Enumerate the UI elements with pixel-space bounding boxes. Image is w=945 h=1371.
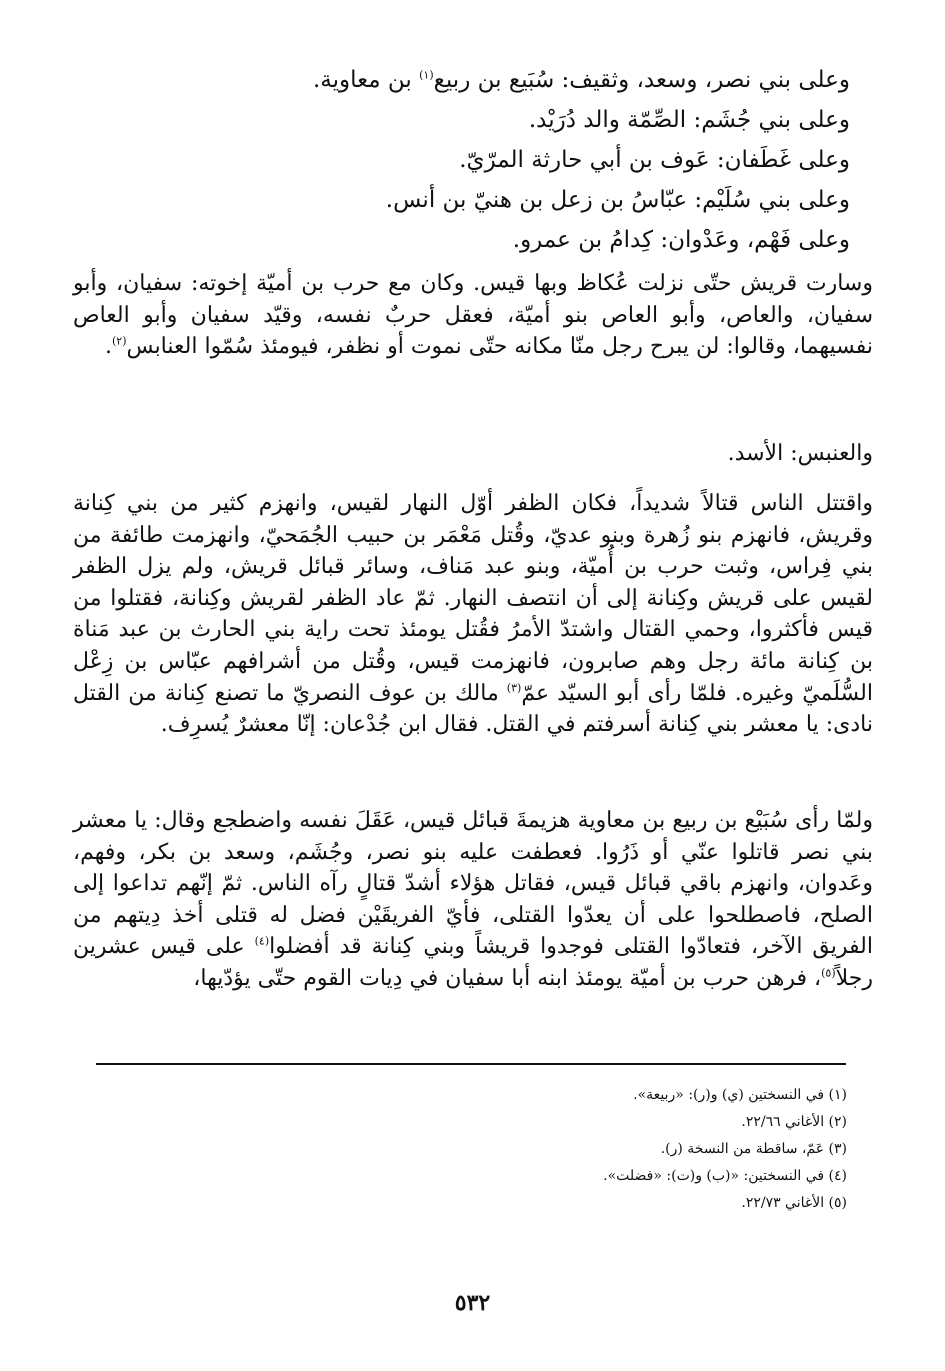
tribe-leaders-list	[90, 60, 850, 260]
footnote-marker: (١)	[419, 68, 434, 82]
tribe-line: وعلى فَهْم، وعَدْوان: كِدامُ بن عمرو.	[512, 227, 850, 253]
tribe-line-text: وعلى بني نصر، وسعد، وثقيف: سُبَيع بن ربيع	[433, 67, 850, 93]
paragraph-text: ولمّا رأى سُبَيْع بن ربيع بن معاوية هزيمةَ قبائل قيس، عَقَلَ نفسه واضطجع وقال: يا معشر بني نصر قاتلوا عنّي أو ذَرُوا. فعطفت عليه بنو نصر، وجُشَم، وسعد بن بكر، وفهم، وعَدوان، وانهزم باقي قبائل قيس، فقاتل هؤلاء أشدّ قتالٍ رآه الناس. ثمّ إنّهم تداعوا إلى الصلح، فاصطلحوا على أن يعدّوا القتلى، فأيّ الفريقَيْن فضل له قتلى أخذ دِيتهم من الفريق الآخر، فتعادّوا القتلى فوجدوا قريشاً وبني كِنانة قد أفضلوا	[73, 808, 873, 960]
footnote-marker: (٥)	[821, 966, 836, 980]
paragraph-text: .	[105, 334, 112, 360]
tribe-line: وعلى غَطَفان: عَوف بن أبي حارثة المرّيّ.	[459, 147, 850, 173]
body-paragraph	[73, 268, 873, 394]
footnote-marker: (٢)	[112, 334, 127, 348]
paragraph-text: على قيس عشرين رجلاً	[73, 934, 873, 991]
body-paragraph	[73, 488, 873, 788]
paragraph-text: مالك بن عوف النصريّ ما تصنع كِنانة من القتل نادى: يا معشر بني كِنانة أسرفتم في القتل. فقال ابن جُدْعان: إنّا معشرٌ يُسرِف.	[73, 680, 873, 738]
footnote: (١) في النسختين (ي) و(ر): «ربيعة».	[633, 1087, 847, 1103]
tribe-line: وعلى بني سُلَيْم: عبّاسُ بن زعل بن هنيّ بن أنس.	[385, 187, 850, 213]
footnote: (٢) الأغاني ٢٢/٦٦.	[741, 1114, 847, 1130]
tribe-line: وعلى بني جُشَم: الصِّمّة والد دُرَيْد.	[528, 107, 850, 133]
tribe-line-text: بن معاوية.	[313, 67, 412, 93]
footnote: (٥) الأغاني ٢٢/٧٣.	[741, 1195, 847, 1211]
footnote-marker: (٤)	[254, 935, 270, 949]
footnote: (٣) عَمّ، ساقطة من النسخة (ر).	[660, 1141, 847, 1157]
paragraph-text: واقتتل الناس قتالاً شديداً، فكان الظفر أوّل النهار لقيس، وانهزم كثير من بني كِنانة وقريش، فانهزم بنو زُهرة وبنو عديّ، وقُتل مَعْمَر بن حبيب الجُمَحيّ، وانهزمت طائفة من بني فِراس، وثبت حرب بن أُميّة، وبنو عبد مَناف، وسائر قبائل قريش، ولم يزل الظفر لقيس على قريش وكِنانة إلى أن انتصف النهار. ثمّ عاد الظفر لقريش وكِنانة، فقتلوا من قيس فأكثروا، وحمي القتال واشتدّ الأمرُ فقُتل يومئذ تحت راية بني الحارث بن عبد مَناة بن كِنانة مائة رجل وهم صابرون، فانهزمت قيس، وقُتل من أشرافهم عبّاس بن زِعْل السُّلَميّ وغيره. فلمّا رأى أبو السيّد عمّ	[73, 491, 873, 706]
paragraph-text: ، فرهن حرب بن أميّة يومئذ ابنه أبا سفيان في دِيات القوم حتّى يؤدّيها،	[193, 965, 822, 991]
body-paragraph	[73, 805, 873, 1045]
footnote-divider	[96, 1063, 846, 1065]
body-paragraph	[73, 438, 873, 468]
footnotes	[147, 1082, 847, 1217]
paragraph-text: والعنبس: الأسد.	[727, 441, 873, 466]
paragraph-text: وسارت قريش حتّى نزلت عُكاظ وبها قيس. وكان مع حرب بن أميّة إخوته: سفيان، وأبو سفيان، والعاص، وأبو العاص بنو أميّة، فعقل حربٌ نفسه، وقيّد سفيان وأبو العاص نفسيهما، وقالوا: لن يبرح رجل منّا مكانه حتّى نموت أو نظفر، فيومئذ سُمّوا العنابس	[73, 271, 873, 360]
page-number: ٥٣٢	[454, 1290, 491, 1316]
footnote-marker: (٣)	[506, 681, 522, 695]
tribe-line	[90, 60, 850, 100]
footnote: (٤) في النسختين: «(ب) و(ت): «فضلت».	[603, 1168, 847, 1184]
